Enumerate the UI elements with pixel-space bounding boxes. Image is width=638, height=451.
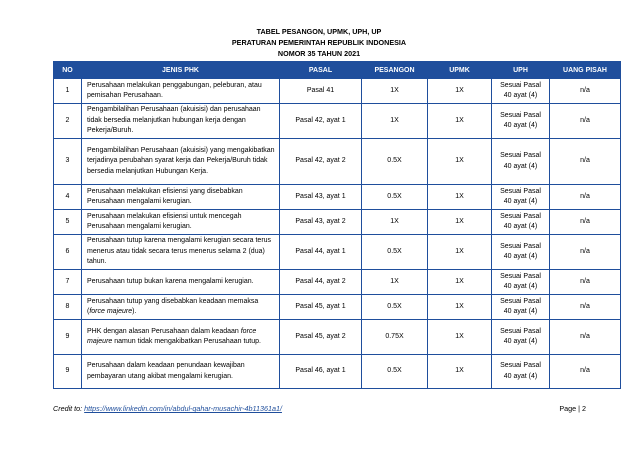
severance-table xyxy=(53,61,621,389)
cell-jenis: Perusahaan melakukan efisiensi yang disebabkan Perusahaan mengalami kerugian. xyxy=(82,185,280,210)
linkedin-link[interactable]: https://www.linkedin.com/in/abdul-qahar-musachir-4b11361a1/ xyxy=(84,404,282,413)
table-header-row xyxy=(54,62,621,79)
cell-upmk: 1X xyxy=(428,235,492,270)
credit-line xyxy=(53,404,282,413)
cell-no: 7 xyxy=(54,270,82,295)
cell-uph: Sesuai Pasal 40 ayat (4) xyxy=(492,320,550,355)
cell-upmk: 1X xyxy=(428,104,492,139)
cell-pasal: Pasal 43, ayat 1 xyxy=(280,185,362,210)
cell-pesangon: 1X xyxy=(362,270,428,295)
table-row xyxy=(54,270,621,295)
cell-uph: Sesuai Pasal 40 ayat (4) xyxy=(492,210,550,235)
cell-jenis: Perusahaan tutup yang disebabkan keadaan memaksa (force majeure). xyxy=(82,295,280,320)
cell-uph: Sesuai Pasal 40 ayat (4) xyxy=(492,235,550,270)
cell-upmk: 1X xyxy=(428,355,492,389)
cell-jenis: Perusahaan tutup karena mengalami kerugian secara terus menerus atau tidak secara terus menerus selama 2 (dua) tahun. xyxy=(82,235,280,270)
cell-pesangon: 0.75X xyxy=(362,320,428,355)
cell-uph: Sesuai Pasal 40 ayat (4) xyxy=(492,270,550,295)
table-row xyxy=(54,320,621,355)
cell-uang-pisah: n/a xyxy=(550,210,621,235)
cell-no: 3 xyxy=(54,139,82,185)
cell-uang-pisah: n/a xyxy=(550,104,621,139)
table-row xyxy=(54,139,621,185)
cell-uph: Sesuai Pasal 40 ayat (4) xyxy=(492,295,550,320)
cell-uph: Sesuai Pasal 40 ayat (4) xyxy=(492,104,550,139)
page-number: Page | 2 xyxy=(559,404,586,413)
cell-no: 2 xyxy=(54,104,82,139)
credit-label: Credit to: xyxy=(53,404,85,413)
cell-pasal: Pasal 45, ayat 1 xyxy=(280,295,362,320)
cell-jenis: PHK dengan alasan Perusahaan dalam keadaan force majeure namun tidak mengakibatkan Perusahaan tutup. xyxy=(82,320,280,355)
cell-uang-pisah: n/a xyxy=(550,79,621,104)
cell-uph: Sesuai Pasal 40 ayat (4) xyxy=(492,79,550,104)
cell-upmk: 1X xyxy=(428,210,492,235)
cell-jenis: Perusahaan melakukan penggabungan, peleburan, atau pemisahan Perusahaan. xyxy=(82,79,280,104)
table-row xyxy=(54,355,621,389)
cell-uang-pisah: n/a xyxy=(550,235,621,270)
cell-uph: Sesuai Pasal 40 ayat (4) xyxy=(492,185,550,210)
cell-pesangon: 1X xyxy=(362,104,428,139)
cell-jenis: Perusahaan melakukan efisiensi untuk mencegah Perusahaan mengalami kerugian. xyxy=(82,210,280,235)
table-row xyxy=(54,79,621,104)
cell-pasal: Pasal 44, ayat 2 xyxy=(280,270,362,295)
cell-no: 9 xyxy=(54,320,82,355)
cell-no: 1 xyxy=(54,79,82,104)
table-row xyxy=(54,185,621,210)
cell-uang-pisah: n/a xyxy=(550,139,621,185)
table-row xyxy=(54,104,621,139)
cell-pesangon: 1X xyxy=(362,210,428,235)
cell-uang-pisah: n/a xyxy=(550,355,621,389)
document-title: TABEL PESANGON, UPMK, UPH, UP xyxy=(256,27,382,36)
cell-no: 6 xyxy=(54,235,82,270)
cell-pesangon: 0.5X xyxy=(362,185,428,210)
cell-no: 8 xyxy=(54,295,82,320)
cell-uang-pisah: n/a xyxy=(550,270,621,295)
cell-pasal: Pasal 42, ayat 2 xyxy=(280,139,362,185)
cell-pasal: Pasal 46, ayat 1 xyxy=(280,355,362,389)
regulation-name: PERATURAN PEMERINTAH REPUBLIK INDONESIA xyxy=(231,38,407,47)
cell-pasal: Pasal 45, ayat 2 xyxy=(280,320,362,355)
cell-pasal: Pasal 42, ayat 1 xyxy=(280,104,362,139)
cell-upmk: 1X xyxy=(428,295,492,320)
cell-pesangon: 0.5X xyxy=(362,139,428,185)
cell-upmk: 1X xyxy=(428,139,492,185)
cell-no: 9 xyxy=(54,355,82,389)
cell-no: 4 xyxy=(54,185,82,210)
table-row xyxy=(54,295,621,320)
cell-upmk: 1X xyxy=(428,185,492,210)
cell-pesangon: 0.5X xyxy=(362,355,428,389)
cell-pesangon: 0.5X xyxy=(362,235,428,270)
cell-jenis: Pengambilalihan Perusahaan (akuisisi) dan perusahaan tidak bersedia melanjutkan hubungan kerja dengan Pekerja/Buruh. xyxy=(82,104,280,139)
header-upmk: UPMK xyxy=(428,62,492,79)
cell-uph: Sesuai Pasal 40 ayat (4) xyxy=(492,355,550,389)
cell-pasal: Pasal 43, ayat 2 xyxy=(280,210,362,235)
cell-upmk: 1X xyxy=(428,270,492,295)
header-pasal: PASAL xyxy=(280,62,362,79)
table-row xyxy=(54,210,621,235)
cell-pasal: Pasal 41 xyxy=(280,79,362,104)
cell-pesangon: 0.5X xyxy=(362,295,428,320)
cell-jenis: Perusahaan tutup bukan karena mengalami kerugian. xyxy=(82,270,280,295)
cell-jenis: Perusahaan dalam keadaan penundaan kewajiban pembayaran utang akibat mengalami kerugian. xyxy=(82,355,280,389)
cell-upmk: 1X xyxy=(428,79,492,104)
cell-no: 5 xyxy=(54,210,82,235)
header-jenis-phk: JENIS PHK xyxy=(82,62,280,79)
cell-uang-pisah: n/a xyxy=(550,320,621,355)
cell-jenis: Pengambilalihan Perusahaan (akuisisi) yang mengakibatkan terjadinya perubahan syarat kerja dan Pekerja/Buruh tidak bersedia melanjutkan Hubungan Kerja. xyxy=(82,139,280,185)
latin-phrase: force majeure xyxy=(89,308,133,315)
table-row xyxy=(54,235,621,270)
header-uang-pisah: UANG PISAH xyxy=(550,62,621,79)
latin-phrase: force majeure xyxy=(87,327,257,345)
cell-uang-pisah: n/a xyxy=(550,295,621,320)
regulation-number: NOMOR 35 TAHUN 2021 xyxy=(277,49,361,58)
header-uph: UPH xyxy=(492,62,550,79)
header-no: NO xyxy=(54,62,82,79)
cell-uph: Sesuai Pasal 40 ayat (4) xyxy=(492,139,550,185)
header-pesangon: PESANGON xyxy=(362,62,428,79)
cell-uang-pisah: n/a xyxy=(550,185,621,210)
cell-upmk: 1X xyxy=(428,320,492,355)
cell-pesangon: 1X xyxy=(362,79,428,104)
cell-pasal: Pasal 44, ayat 1 xyxy=(280,235,362,270)
